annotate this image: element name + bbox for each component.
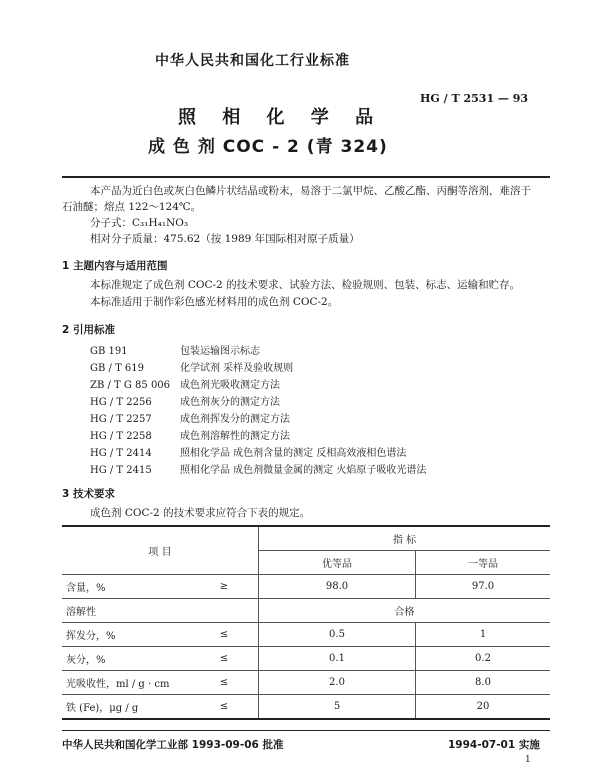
reference-item [90, 413, 290, 427]
formula-line [90, 216, 188, 231]
row-value-grade2: 1 [416, 623, 551, 647]
table-row [62, 695, 550, 720]
standard-code: HG / T 2531 — 93 [420, 92, 529, 105]
table-row [62, 671, 550, 695]
molecular-weight-line [90, 232, 360, 247]
reference-item [90, 396, 280, 410]
table-row [62, 647, 550, 671]
reference-code: HG / T 2256 [90, 397, 152, 408]
section1-line1: 本标准规定了成色剂 COC-2 的技术要求、试验方法、检验规则、包装、标志、运输和贮存。 [90, 279, 521, 291]
row-item: 铁 (Fe)，μg / g [62, 695, 190, 720]
document-title-line1: 照 相 化 学 品 [178, 107, 384, 128]
approval-statement: 中华人民共和国化学工业部 1993-09-06 批准 [62, 739, 284, 751]
row-symbol: ≤ [190, 671, 259, 695]
header-item: 项 目 [62, 526, 259, 575]
reference-item [90, 430, 290, 444]
row-value-grade2: 0.2 [416, 647, 551, 671]
header-grade1: 优等品 [259, 551, 416, 575]
reference-code: HG / T 2415 [90, 465, 152, 476]
technical-requirements-table [62, 525, 550, 720]
reference-code: ZB / T G 85 006 [90, 380, 171, 391]
row-item: 挥发分，% [62, 623, 190, 647]
mw-label: 相对分子质量： [90, 233, 164, 245]
page-number: 1 [525, 755, 531, 765]
reference-title: 化学试剂 采样及验收规则 [180, 363, 294, 374]
row-value-merged: 合格 [259, 599, 551, 623]
header-index: 指 标 [259, 526, 551, 551]
effective-date: 1994-07-01 实施 [448, 739, 540, 751]
formula-value: C₃₁H₄₁NO₃ [132, 217, 189, 229]
reference-title: 成色剂光吸收测定方法 [180, 380, 280, 391]
reference-item [90, 362, 293, 376]
reference-code: GB / T 619 [90, 363, 144, 374]
section2-heading: 2 引用标准 [62, 324, 115, 336]
row-value-grade2: 20 [416, 695, 551, 720]
reference-title: 照相化学品 成色剂含量的测定 反相高效液相色谱法 [180, 448, 407, 459]
reference-title: 照相化学品 成色剂微量金属的测定 火焰原子吸收光谱法 [180, 465, 427, 476]
row-item: 光吸收性，ml / g · cm [62, 671, 190, 695]
row-value-grade2: 8.0 [416, 671, 551, 695]
formula-label: 分子式： [90, 217, 132, 229]
table-row [62, 575, 550, 599]
footer-divider [62, 730, 550, 731]
table-row [62, 623, 550, 647]
row-value-grade1: 0.1 [259, 647, 416, 671]
reference-item [90, 447, 406, 461]
section1-heading: 1 主题内容与适用范围 [62, 260, 168, 272]
section1-line2: 本标准适用于制作彩色感光材料用的成色剂 COC-2。 [90, 296, 339, 308]
reference-item [90, 379, 280, 393]
reference-code: HG / T 2257 [90, 414, 152, 425]
intro-line2: 石油醚；熔点 122～124℃。 [62, 201, 202, 213]
section3-intro: 成色剂 COC-2 的技术要求应符合下表的规定。 [90, 507, 311, 519]
row-symbol: ≤ [190, 695, 259, 720]
row-value-grade1: 5 [259, 695, 416, 720]
reference-title: 成色剂灰分的测定方法 [180, 397, 280, 408]
row-symbol: ≤ [190, 623, 259, 647]
row-item: 溶解性 [62, 599, 190, 623]
reference-title: 包装运输图示标志 [180, 346, 260, 357]
document-title-line2: 成 色 剂 COC - 2 (青 324) [148, 137, 388, 157]
section3-heading: 3 技术要求 [62, 488, 115, 500]
row-item: 含量，% [62, 575, 190, 599]
row-symbol: ≥ [190, 575, 259, 599]
row-value-grade1: 98.0 [259, 575, 416, 599]
mw-value: 475.62（按 1989 年国际相对原子质量） [163, 233, 360, 245]
reference-item [90, 464, 426, 478]
reference-title: 成色剂挥发分的测定方法 [180, 414, 290, 425]
header-divider [62, 176, 550, 178]
row-value-grade1: 2.0 [259, 671, 416, 695]
reference-code: HG / T 2414 [90, 448, 152, 459]
header-grade2: 一等品 [416, 551, 551, 575]
row-item: 灰分，% [62, 647, 190, 671]
row-symbol: ≤ [190, 647, 259, 671]
row-value-grade2: 97.0 [416, 575, 551, 599]
row-value-grade1: 0.5 [259, 623, 416, 647]
reference-code: HG / T 2258 [90, 431, 152, 442]
table-row [62, 599, 550, 623]
row-symbol [190, 599, 259, 623]
issuing-organization: 中华人民共和国化工行业标准 [155, 53, 350, 69]
reference-item [90, 345, 260, 359]
reference-code: GB 191 [90, 346, 128, 357]
reference-title: 成色剂溶解性的测定方法 [180, 431, 290, 442]
intro-line1: 本产品为近白色或灰白色鳞片状结晶或粉末，易溶于二氯甲烷、乙酸乙酯、丙酮等溶剂，难溶于 [90, 185, 531, 197]
table-header-row [62, 526, 550, 551]
